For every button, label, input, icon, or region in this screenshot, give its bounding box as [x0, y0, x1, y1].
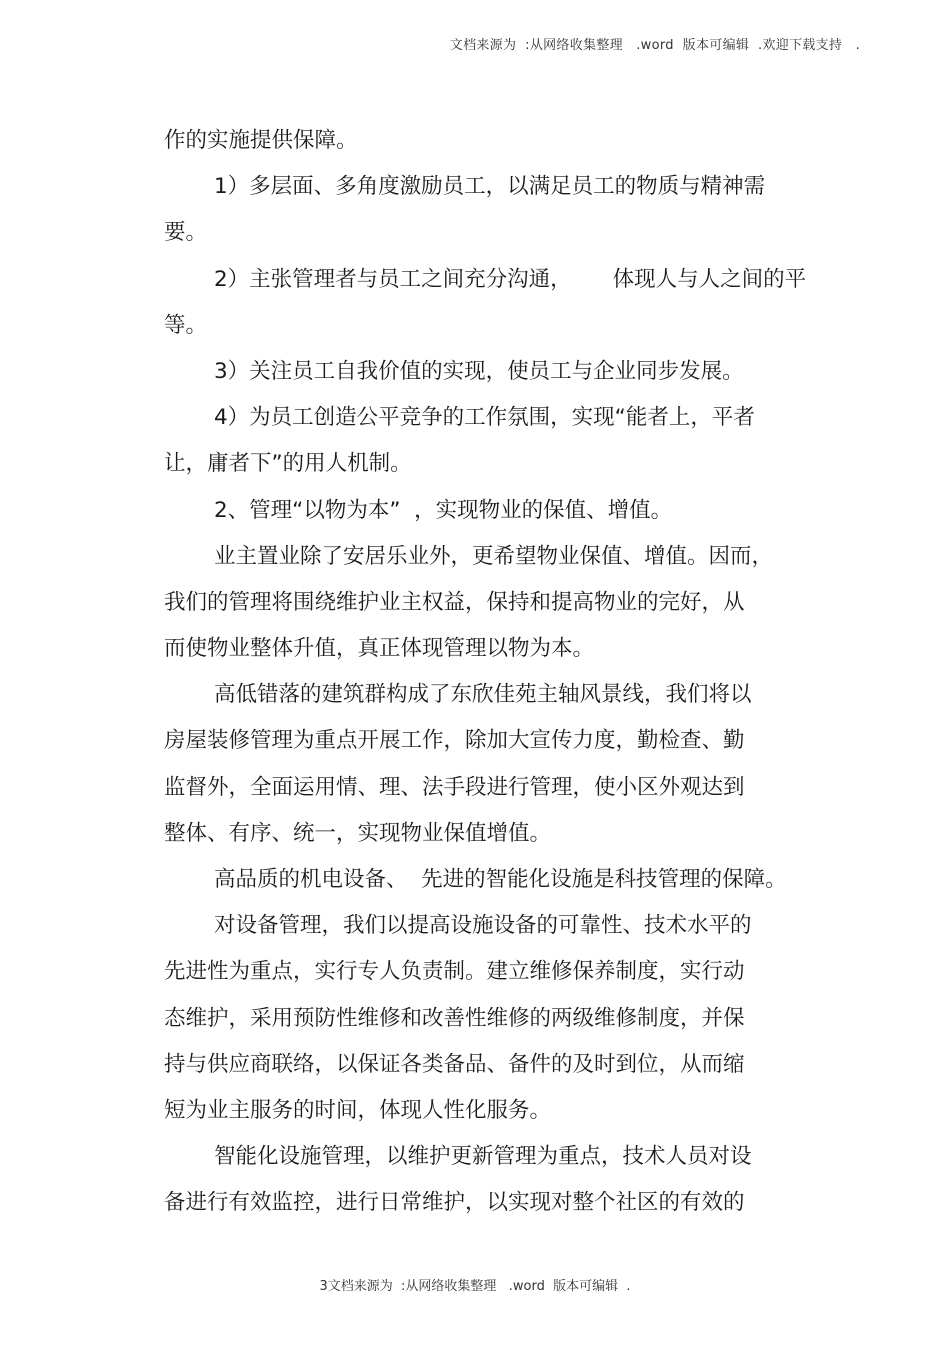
text-line: 4）为员工创造公平竞争的工作氛围，实现“能者上，平者	[214, 405, 755, 431]
text-line: 态维护，采用预防性维修和改善性维修的两级维修制度，并保	[164, 1005, 745, 1031]
text-line: 高低错落的建筑群构成了东欣佳苑主轴风景线，我们将以	[214, 682, 752, 708]
text-line: 业主置业除了安居乐业外，更希望物业保值、增值。因而，	[214, 543, 774, 569]
text-line: 房屋装修管理为重点开展工作，除加大宣传力度，勤检查、勤	[164, 728, 745, 754]
text-line: 监督外，全面运用情、理、法手段进行管理，使小区外观达到	[164, 774, 745, 800]
text-line: 备进行有效监控，进行日常维护，以实现对整个社区的有效的	[164, 1190, 745, 1216]
text-line: 作的实施提供保障。	[164, 128, 358, 153]
text-line: 3）关注员工自我价值的实现，使员工与企业同步发展。	[214, 358, 744, 384]
text-line: 智能化设施管理，以维护更新管理为重点，技术人员对设	[214, 1144, 752, 1170]
text-line: 2）主张管理者与员工之间充分沟通， 体现人与人之间的平	[214, 266, 807, 292]
text-line: 2、管理“以物为本” ，实现物业的保值、增值。	[214, 497, 673, 523]
text-line: 等。	[164, 312, 208, 338]
text-line: 对设备管理，我们以提高设施设备的可靠性、技术水平的	[214, 913, 752, 939]
page-footer: 3文档来源为 :从网络收集整理 .word 版本可编辑 .	[319, 1279, 631, 1294]
text-line: 而使物业整体升值，真正体现管理以物为本。	[164, 636, 595, 662]
text-line: 我们的管理将围绕维护业主权益，保持和提高物业的完好，从	[164, 589, 745, 615]
text-line: 让，庸者下”的用人机制。	[164, 451, 412, 477]
text-line: 整体、有序、统一，实现物业保值增值。	[164, 820, 552, 846]
page-header: 文档来源为 :从网络收集整理 .word 版本可编辑 .欢迎下载支持 .	[449, 38, 860, 53]
text-line: 先进性为重点，实行专人负责制。建立维修保养制度，实行动	[164, 959, 745, 985]
document-body	[164, 118, 844, 1227]
text-line: 持与供应商联络，以保证各类备品、备件的及时到位，从而缩	[164, 1051, 745, 1077]
text-line: 要。	[164, 220, 208, 246]
text-line: 1）多层面、多角度激励员工，以满足员工的物质与精神需	[214, 174, 766, 200]
text-line: 高品质的机电设备、 先进的智能化设施是科技管理的保障。	[214, 867, 787, 892]
text-line: 短为业主服务的时间，体现人性化服务。	[164, 1097, 552, 1123]
